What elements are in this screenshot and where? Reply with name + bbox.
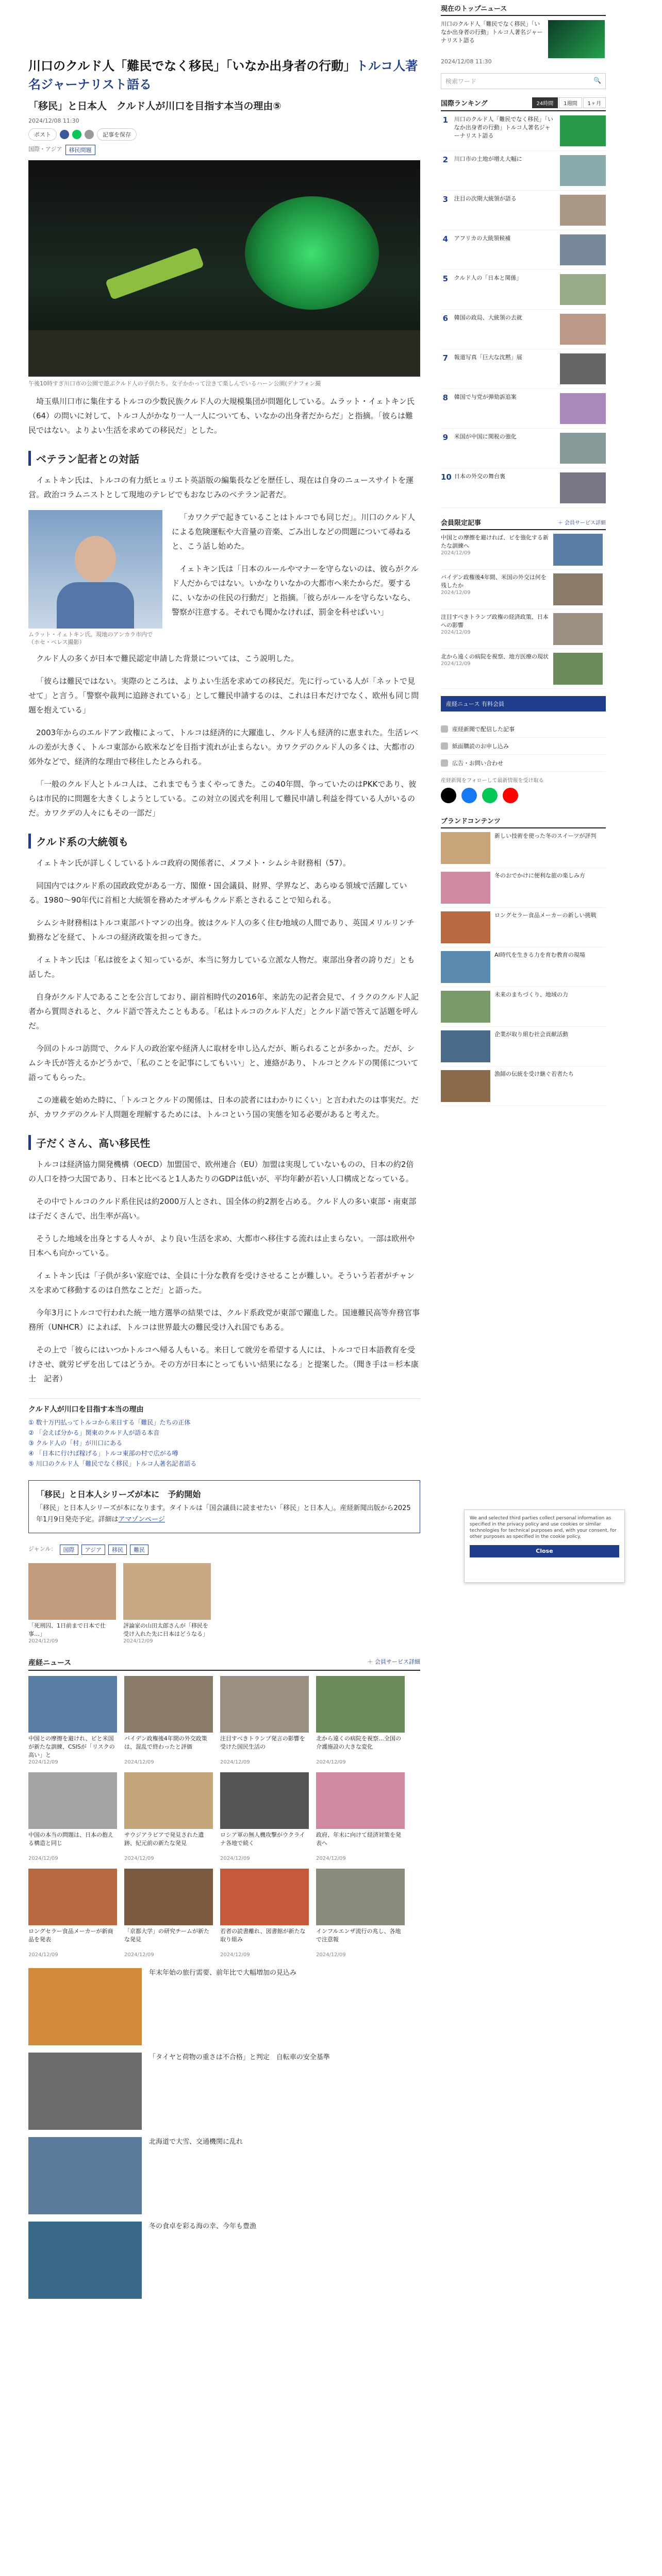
- top-news-date: 2024/12/08 11:30: [441, 58, 492, 65]
- related-item[interactable]: [124, 1676, 213, 1765]
- brand-thumb: [441, 832, 490, 864]
- brand-heading: ブランドコンテンツ: [441, 812, 606, 828]
- rank-title: 日本の外交の舞台裏: [454, 473, 505, 480]
- section-heading: ベテラン記者との対話: [28, 451, 420, 466]
- rank-thumb: [560, 314, 606, 345]
- related-title: 中国の本当の問題は、日本の抱える構造と同じ: [28, 1832, 113, 1846]
- related-date: 2024/12/09: [220, 1856, 250, 1861]
- share-bar: [28, 128, 420, 141]
- more-row[interactable]: [28, 2053, 420, 2130]
- brand-title: 冬のおでかけに便利な旅の楽しみ方: [494, 872, 585, 879]
- member-more-link[interactable]: ＋ 会員サービス詳細: [557, 520, 606, 526]
- newspaper-icon: [441, 725, 448, 733]
- search-icon[interactable]: 🔍: [593, 77, 601, 84]
- paragraph: イェトキン氏が詳しくしているトルコ政府の関係者に、メフメト・シムシキ財務相（57）。: [36, 858, 351, 868]
- paragraph: イェトキン氏は「私は彼をよく知っているが、本当に努力している立派な人物だ。東部出身者の誇りだ」とも話した。: [28, 955, 415, 979]
- genre-tag[interactable]: アジア: [81, 1545, 106, 1555]
- member-thumb: [553, 534, 603, 566]
- rank-number: 8: [442, 393, 449, 402]
- youtube-icon[interactable]: [503, 788, 518, 803]
- category-tag[interactable]: 国際・アジア: [28, 146, 62, 152]
- rank-title: 川口のクルド人「難民でなく移民」「いなか出身者の行動」トルコ人著名ジャーナリスト語る: [454, 116, 553, 139]
- card-thumbnail: [28, 1563, 116, 1620]
- paragraph: 自身がクルド人であることを公言しており、副首相時代の2016年、来訪先の記者会見で、イラクのクルド人記者から質問されると、クルド語で答えたこともある。「私はトルコのクルド人だ」とクルド語で答えて話題を呼んだ。: [28, 992, 419, 1030]
- related-date: 2024/12/09: [316, 1856, 346, 1861]
- main-column: [28, 57, 420, 2306]
- brand-title: ロングセラー食品メーカーの新しい挑戦: [494, 912, 597, 919]
- related-grid: [28, 1676, 420, 1958]
- brand-item[interactable]: [441, 868, 606, 908]
- ranking-tabs: [532, 97, 606, 108]
- bookmark-button[interactable]: 記事を保存: [97, 128, 137, 141]
- related-title: インフルエンザ流行の兆し、各地で注意報: [316, 1928, 401, 1943]
- headline-part2: トルコ人著名ジャーナリスト語る: [28, 59, 418, 92]
- brand-thumb: [441, 911, 490, 943]
- service-links: [441, 721, 606, 803]
- ground: [28, 330, 420, 377]
- topic-tag[interactable]: 移民問題: [65, 145, 95, 155]
- search-placeholder: 検索ワード: [445, 78, 477, 85]
- paragraph: 「彼らは難民ではない。実際のところは、よりよい生活を求めての移民だ。先に行っている人が「ネットで見せて」と言う。「警察や裁判に追跡されている」として難民申請するのは、これは日本だけでなく、欧州も同じ問題を抱えている」: [28, 676, 419, 715]
- rank-title: 韓国で与党が弾劾訴追案: [454, 394, 517, 400]
- member-item[interactable]: [441, 609, 606, 649]
- ranking-tab[interactable]: 24時間: [532, 97, 558, 108]
- book-promo: [28, 1480, 420, 1533]
- rank-title: アフリカの大統領候補: [454, 235, 511, 242]
- more-row[interactable]: [28, 1968, 420, 2045]
- member-title: バイデン政権後4年間、米国の外交は何を残したか: [441, 574, 547, 589]
- related-thumb: [220, 1869, 309, 1925]
- publish-date: 2024/12/08 11:30: [28, 117, 79, 124]
- member-thumb: [553, 653, 603, 685]
- series-link[interactable]: ⑤ 川口のクルド人「難民でなく移民」トルコ人著名記者語る: [28, 1460, 197, 1467]
- photo-caption: ムラット・イェトキン氏。現地のアンカラ市内で（ホセ・ペレス撮影）: [28, 631, 153, 646]
- paragraph: その中でトルコのクルド系住民は約2000万人とされ、国全体の約2割を占める。クルド人の多い東部・南東部は子だくさんで、出生率が高い。: [28, 1197, 417, 1221]
- related-item[interactable]: [220, 1676, 309, 1765]
- related-title: 若者の読書離れ、図書館が新たな取り組み: [220, 1928, 306, 1943]
- brand-content: [441, 812, 606, 1106]
- ranking-item[interactable]: [441, 270, 606, 310]
- article-headline: [28, 57, 420, 94]
- service-link[interactable]: [441, 721, 606, 738]
- related-heading: 産経ニュース: [28, 1659, 72, 1667]
- print-icon[interactable]: [85, 130, 94, 139]
- brand-title: AI時代を生きる力を育む教育の現場: [494, 952, 585, 958]
- paragraph: その上で「彼らにはいつかトルコへ帰る人もいる。来日して就労を希望する人には、トルコで日本語教育を受けさせ、就労ビザを出してはどうか。その方が日本にとってもいい結果になる」と提案した。（聞き手は＝杉本康士 記者）: [28, 1345, 419, 1383]
- related-title: 「京都大学」の研究チームが新たな発見: [124, 1928, 209, 1943]
- headline-part1: 川口のクルド人「難民でなく移民」「いなか出身者の行動」: [28, 59, 356, 73]
- related-date: 2024/12/09: [124, 1952, 154, 1958]
- paragraph: イェトキン氏は、トルコの有力紙ヒュリエト英語版の編集長などを歴任し、現在は自身のニュースサイトを運営。政治コラムニストとして現地のテレビでもおなじみのベテラン記者だ。: [28, 476, 414, 499]
- facebook-icon[interactable]: [60, 130, 69, 139]
- hero-caption: 午後10時すぎ川口市の公園で遊ぶクルド人の子供たち。女子かかって泣きて楽しんでいるハーン公園(デナフォン撮: [28, 380, 321, 387]
- rank-number: 1: [442, 115, 449, 125]
- paragraph: 2003年からのエルドアン政権によって、トルコは経済的に大躍進し、クルド人も経済的に恵まれた。生活レベルの差が大きく、トルコ東部から欧米などを目指す流れが止まらない。カワクデのクルド人の多くは、大都市の郊外などで、経済的な理由で移住したとみられる。: [28, 728, 419, 766]
- related-item[interactable]: [316, 1869, 405, 1958]
- ranking-item[interactable]: [441, 310, 606, 349]
- member-item[interactable]: [441, 530, 606, 570]
- member-item[interactable]: [441, 570, 606, 609]
- related-item[interactable]: [28, 1772, 117, 1861]
- related-title: 注目すべきトランプ発言の影響を受けた国民生活の: [220, 1735, 305, 1750]
- top-news-thumb: [548, 20, 605, 58]
- service-link[interactable]: [441, 738, 606, 755]
- top-news-heading: 現在のトップニュース: [441, 0, 606, 16]
- member-articles: [441, 517, 606, 689]
- related-title: バイデン政権後4年間の外交政策は、混乱で終わったと評価: [124, 1735, 207, 1750]
- more-thumb: [28, 1968, 142, 2045]
- ranking-item[interactable]: [441, 191, 606, 230]
- more-row[interactable]: [28, 2222, 420, 2299]
- service-link[interactable]: [441, 755, 606, 772]
- related-thumb: [28, 1772, 117, 1829]
- brand-item[interactable]: [441, 1027, 606, 1066]
- series-link[interactable]: ④ 「日本に行けば稼げる」トルコ東部の村で広がる噂: [28, 1450, 178, 1457]
- paragraph: イェトキン氏は「子供が多い家庭では、全員に十分な教育を受けさせることが難しい。そういう若者がチャンスを求めて移動するのは自然なことだ」と語った。: [28, 1271, 415, 1295]
- ranking-item[interactable]: [441, 111, 606, 151]
- related-thumb: [316, 1869, 405, 1925]
- ranking-item[interactable]: [441, 389, 606, 429]
- related-thumb: [28, 1869, 117, 1925]
- brand-title: 新しい技術を使った冬のスイーツが評判: [494, 833, 597, 839]
- brand-title: 未来のまちづくり、地域の力: [494, 991, 568, 998]
- member-thumb: [553, 613, 603, 645]
- rank-thumb: [560, 195, 606, 226]
- card-title: 評論家の山田太郎さんが「移民を受け入れた先に日本はどうなる」: [123, 1622, 208, 1637]
- related-date: 2024/12/09: [220, 1759, 250, 1765]
- ranking-tab[interactable]: 1週間: [559, 97, 582, 108]
- member-header: [441, 517, 606, 530]
- related-date: 2024/12/09: [316, 1759, 346, 1765]
- member-title: 注目すべきトランプ政権の経済政策、日本への影響: [441, 614, 549, 629]
- brand-thumb: [441, 1070, 490, 1102]
- member-thumb: [553, 573, 603, 605]
- series-link[interactable]: ② 「会えば分かる」関東のクルド人が語る本音: [28, 1429, 160, 1436]
- related-date: 2024/12/09: [124, 1759, 154, 1765]
- related-title: ロングセラー食品メーカーが新商品を発表: [28, 1928, 113, 1943]
- ranking-header: [441, 97, 606, 111]
- genre-tag[interactable]: 移民: [108, 1545, 127, 1555]
- rank-number: 4: [442, 234, 449, 244]
- service-link-label: 広告・お問い合わせ: [452, 760, 503, 767]
- amazon-link[interactable]: アマゾンページ: [118, 1516, 165, 1523]
- member-date: 2024/12/09: [441, 630, 471, 635]
- brand-title: 企業が取り組む社会貢献活動: [494, 1031, 568, 1038]
- related-thumb: [316, 1676, 405, 1733]
- ranking-item[interactable]: [441, 230, 606, 270]
- facebook-icon[interactable]: [461, 788, 477, 803]
- rank-thumb: [560, 353, 606, 384]
- brand-thumb: [441, 872, 490, 904]
- paragraph: 「一般のクルド人とトルコ人は、これまでもうまくやってきた。この40年間、争っていたのはPKKであり、彼らは市民的に問題を大きくしようとしている。この対立の図式を利用して難民申請し利益を得ている人がいるのだ。カワクデの人々にもその一部だ」: [28, 779, 417, 818]
- hero-image: [28, 160, 420, 377]
- related-title: 政府、年末に向けて経済対策を発表へ: [316, 1832, 401, 1846]
- ranking-list: [441, 111, 606, 508]
- sidebar: [441, 0, 606, 1106]
- related-date: 2024/12/09: [28, 1759, 58, 1765]
- service-link-label: 産経新聞で配信した記事: [452, 726, 515, 733]
- member-item[interactable]: [441, 649, 606, 689]
- rank-thumb: [560, 472, 606, 503]
- search-input[interactable]: [441, 73, 606, 89]
- portrait-shirt: [57, 582, 134, 629]
- ranking-item[interactable]: [441, 468, 606, 508]
- rank-number: 5: [442, 274, 449, 283]
- card-date: 2024/12/09: [28, 1638, 58, 1644]
- related-item[interactable]: [220, 1869, 309, 1958]
- related-more-link[interactable]: ＋ 会員サービス詳細: [367, 1658, 420, 1665]
- rank-thumb: [560, 274, 606, 305]
- promo-title: 「移民」と日本人シリーズが本に 予約開始: [36, 1489, 201, 1499]
- playground-slide: [105, 247, 204, 300]
- ranking-tab[interactable]: 1ヶ月: [583, 97, 606, 108]
- brand-thumb: [441, 1030, 490, 1062]
- portrait-image: [28, 510, 162, 629]
- card-thumbnail: [123, 1563, 211, 1620]
- paragraph: シムシキ財務相はトルコ東部バトマンの出身。彼はクルド人の多く住む地域の人間であり、英国メリルリンチ勤務などを経て、トルコの経済政策を担ってきた。: [28, 918, 415, 942]
- related-date: 2024/12/09: [220, 1952, 250, 1958]
- member-banner[interactable]: 産経ニュース 有料会員: [441, 696, 606, 711]
- member-title: 北から遠くの病院を視察、地方医療の現状: [441, 653, 549, 660]
- paragraph: イェトキン氏は「日本のルールやマナーを守らないのは、彼らがクルド人だからではない。いかなりいなかの大都市へ来たからだ。要するに、いなかの住民の行動だ」と指摘。「彼らがルールを守らないなら、警察が注意する。それでも聞かなければ、罰金を科せばいい」: [172, 564, 419, 617]
- inline-photo: [28, 510, 162, 646]
- ranking-item[interactable]: [441, 429, 606, 468]
- related-thumb: [124, 1676, 213, 1733]
- related-thumb: [220, 1676, 309, 1733]
- related-title: ロシア軍の無人機攻撃がウクライナ各地で続く: [220, 1832, 305, 1846]
- related-item[interactable]: [28, 1676, 117, 1765]
- rank-thumb: [560, 433, 606, 464]
- related-thumb: [124, 1772, 213, 1829]
- paragraph: クルド人の多くが日本で難民認定申請した背景については、こう説明した。: [36, 654, 299, 663]
- portrait-face: [75, 536, 116, 582]
- rank-number: 9: [442, 433, 449, 442]
- more-thumb: [28, 2053, 142, 2130]
- rank-title: 報道写真「巨大な沈黙」展: [454, 354, 522, 361]
- related-date: 2024/12/09: [28, 1952, 58, 1958]
- social-icons: [441, 788, 606, 803]
- service-link-label: 紙面購読のお申し込み: [452, 743, 509, 750]
- related-date: 2024/12/09: [28, 1856, 58, 1861]
- top-news-title: 川口のクルド人「難民でなく移民」「いなか出身者の行動」トルコ人著名ジャーナリスト語る: [441, 21, 543, 44]
- brand-item[interactable]: [441, 908, 606, 947]
- card[interactable]: [28, 1563, 116, 1644]
- related-item[interactable]: [316, 1772, 405, 1861]
- line-icon[interactable]: [482, 788, 498, 803]
- follow-text: 産経新聞をフォローして最新情報を受け取る: [441, 778, 544, 784]
- more-row[interactable]: [28, 2137, 420, 2214]
- paragraph: 同国内ではクルド系の国政政党がある一方、閣僚・国会議員、財界、学界など、あらゆる領域で活躍している。1980〜90年代に首相と大統領を務めたオザルもクルド系とされることで知られる。: [28, 881, 407, 905]
- rank-number: 3: [442, 195, 449, 204]
- paragraph: 埼玉県川口市に集住するトルコの少数民族クルド人の大規模集団が問題化している。ムラット・イェトキン氏（64）の問いに対して、トルコ人がかなり一人一人についても、いなかの出身者だからだ」と指摘。「彼らは難民ではない。よりよい生活を求めての移民だ」とした。: [28, 397, 415, 435]
- rank-title: 米国が中国に関税の強化: [454, 433, 517, 440]
- series-title: クルド人が川口を目指す本当の理由: [28, 1405, 144, 1414]
- paragraph: 今回のトルコ訪問で、クルド人の政治家や経済人に取材を申し込んだが、断られることが多かった。だが、シムシキ氏が答えるかどうかで、「私のことを記事にしてもいい」と、連絡があり、トルコとクルドの関係について語ってもらった。: [28, 1044, 419, 1082]
- related-item[interactable]: [124, 1869, 213, 1958]
- brand-title: 漁師の伝統を受け継ぐ若者たち: [494, 1071, 574, 1077]
- more-title: 冬の食卓を彩る海の幸、今年も豊漁: [149, 2223, 257, 2230]
- rank-title: 韓国の政局、大統領の去就: [454, 314, 522, 321]
- subscribe-icon: [441, 742, 448, 750]
- section-heading: クルド系の大統領も: [28, 834, 420, 849]
- rank-number: 10: [441, 472, 452, 482]
- rank-title: クルド人の「日本と関係」: [454, 275, 522, 281]
- top-news-item[interactable]: [441, 20, 606, 58]
- cookie-close-button[interactable]: Close: [470, 1545, 619, 1557]
- tag-list: [28, 145, 420, 155]
- cookie-notice: [464, 1510, 625, 1583]
- ranking-title: 国際ランキング: [441, 100, 488, 108]
- related-thumb: [220, 1772, 309, 1829]
- promo-text: 「移民」と日本人シリーズが本になります。タイトルは「国会議員に読ませたい「移民」と日本人」。産経新聞出版から2025年1月9日発売予定。詳細は: [36, 1504, 411, 1523]
- paragraph: 「カワクデで起きていることはトルコでも同じだ」。川口のクルド人による危険運転や大音量の音楽、ごみ出しなどの問題について尋ねると、こう話し始めた。: [172, 513, 416, 551]
- x-icon[interactable]: [441, 788, 456, 803]
- related-date: 2024/12/09: [316, 1952, 346, 1958]
- rank-number: 7: [442, 353, 449, 363]
- more-thumb: [28, 2222, 142, 2299]
- card-date: 2024/12/09: [123, 1638, 153, 1644]
- paragraph: この連載を始めた時に、「トルコとクルドの関係は、日本の読者にはわかりにくい」と言われたのは事実だ。だが、カワクデのクルド人問題を理解するためには、トルコという国の実態を知る必要があると考えた。: [28, 1095, 419, 1119]
- related-date: 2024/12/09: [124, 1856, 154, 1861]
- series-heading: 「移民」と日本人 クルド人が川口を目指す本当の理由⑤: [28, 100, 282, 112]
- brand-item[interactable]: [441, 1066, 606, 1106]
- bottom-cards: [28, 1563, 420, 1644]
- related-title: 中国との摩擦を避けれ、ピと米国が新たな訓練、CSISが「リスクの高い」と: [28, 1735, 115, 1758]
- member-heading: 会員限定記事: [441, 519, 482, 527]
- related-title: サウジアラビアで発見された遺跡、紀元前の新たな発見: [124, 1832, 204, 1846]
- series-links: [28, 1398, 420, 1469]
- series-link[interactable]: ① 数十万円払ってトルコから来日する「難民」たちの正体: [28, 1419, 191, 1426]
- rank-thumb: [560, 234, 606, 265]
- genre-tag[interactable]: 国際: [60, 1545, 78, 1555]
- section-heading: 子だくさん、高い移民性: [28, 1135, 420, 1150]
- related-title: 北から遠くの病院を視察…全国の介護施設の大きな変化: [316, 1735, 401, 1750]
- rank-title: 川口市の土地が増え大幅に: [454, 156, 522, 162]
- related-header: [28, 1657, 420, 1671]
- related-articles: [28, 1657, 420, 1958]
- brand-item[interactable]: [441, 987, 606, 1027]
- card-title: 「死刑囚、1日前まで日本で仕事…」: [28, 1622, 106, 1637]
- promo-body: [36, 1503, 412, 1526]
- share-x-button[interactable]: ポスト: [28, 128, 57, 141]
- related-thumb: [316, 1772, 405, 1829]
- rank-number: 2: [442, 155, 449, 164]
- rank-thumb: [560, 115, 606, 146]
- more-title: 年末年始の旅行需要、前年比で大幅増加の見込み: [149, 1969, 297, 1977]
- related-item[interactable]: [316, 1676, 405, 1765]
- rank-thumb: [560, 155, 606, 186]
- related-thumb: [124, 1869, 213, 1925]
- genre-label: ジャンル：: [28, 1546, 57, 1552]
- card[interactable]: [123, 1563, 211, 1644]
- rank-number: 6: [442, 314, 449, 323]
- brand-thumb: [441, 991, 490, 1023]
- paragraph: そうした地域を出身とする人々が、より良い生活を求め、大都市へ移住する流れは止まらない。一部は欧州や日本へも向かっている。: [28, 1234, 415, 1258]
- illuminated-tree: [245, 196, 379, 310]
- related-thumb: [28, 1676, 117, 1733]
- more-articles: [28, 1968, 420, 2299]
- paragraph: 今年3月にトルコで行われた統一地方選挙の結果では、クルド系政党が東部で躍進した。国連難民高等弁務官事務所（UNHCR）によれば、トルコは世界最大の難民受け入れ国でもある。: [28, 1308, 420, 1332]
- more-thumb: [28, 2137, 142, 2214]
- related-item[interactable]: [28, 1869, 117, 1958]
- more-title: 北海道で大雪、交通機関に乱れ: [149, 2138, 243, 2146]
- member-title: 中国との摩擦を避ければ、ピを強化する新たな訓練へ: [441, 534, 549, 549]
- member-date: 2024/12/09: [441, 550, 471, 556]
- paragraph: トルコは経済協力開発機構（OECD）加盟国で、欧州連合（EU）加盟は実現していないものの、日本の約2倍の人口を持つ大国であり、日本と比べると1人あたりのGDPは低いが、平均年齢が若い人口構成となっている。: [28, 1160, 414, 1183]
- rank-thumb: [560, 393, 606, 424]
- brand-thumb: [441, 951, 490, 983]
- ranking-item[interactable]: [441, 349, 606, 389]
- series-link[interactable]: ③ クルド人の「村」が川口にある: [28, 1439, 123, 1447]
- line-icon[interactable]: [72, 130, 81, 139]
- rank-title: 注目の次期大統領が語る: [454, 195, 517, 202]
- member-date: 2024/12/09: [441, 590, 471, 596]
- contact-icon: [441, 759, 448, 767]
- genre-tags: [28, 1545, 420, 1555]
- related-item[interactable]: [124, 1772, 213, 1861]
- more-title: 「タイヤと荷物の重さは不合格」と判定 自転車の安全基準: [149, 2054, 330, 2061]
- genre-tag[interactable]: 難民: [130, 1545, 148, 1555]
- brand-item[interactable]: [441, 947, 606, 987]
- related-item[interactable]: [220, 1772, 309, 1861]
- cookie-text: We and selected third parties collect personal information as specified in the privacy policy and use cookies or similar technologies for technical purposes and, with your consent, for other purposes as specified in the cookie policy.: [470, 1516, 617, 1539]
- ranking-item[interactable]: [441, 151, 606, 191]
- member-date: 2024/12/09: [441, 661, 471, 667]
- brand-item[interactable]: [441, 828, 606, 868]
